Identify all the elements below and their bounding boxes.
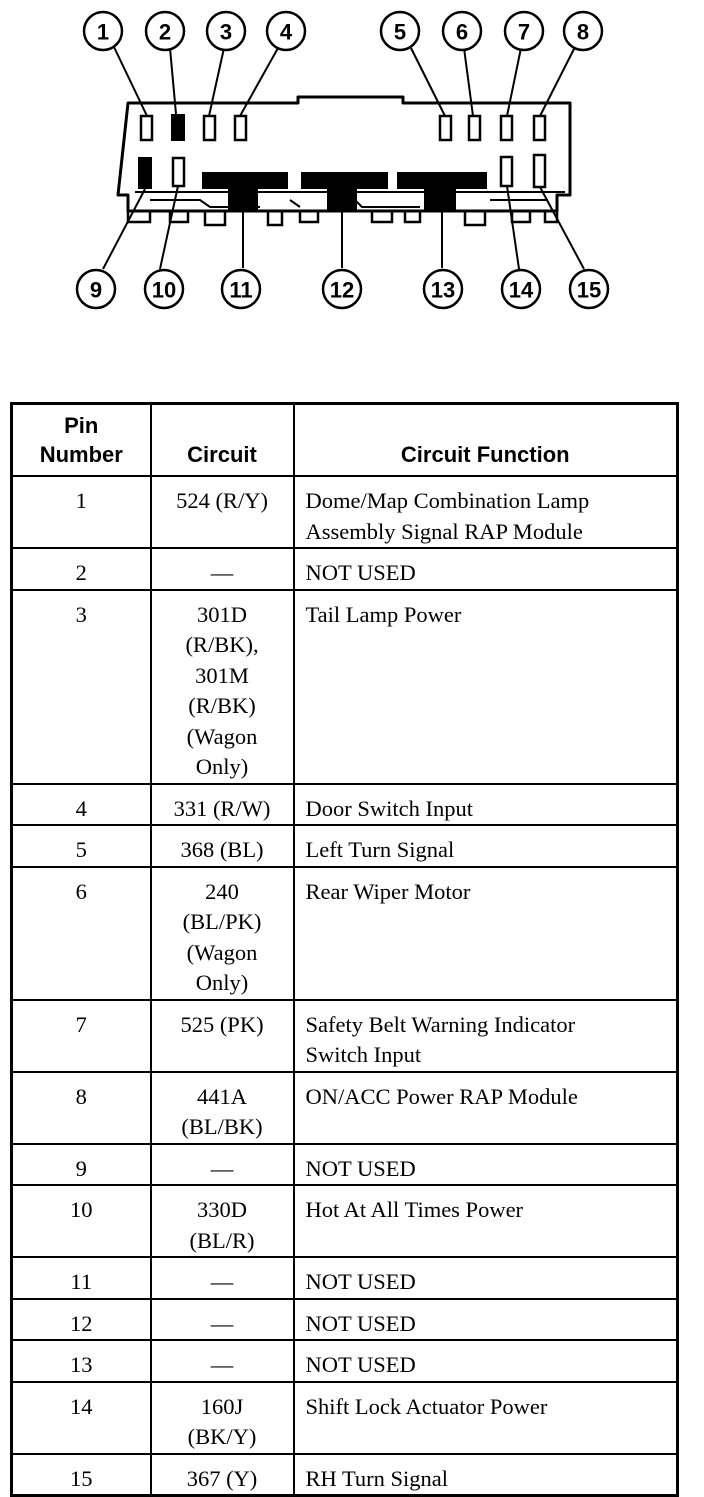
circuit-function-cell: NOT USED	[294, 548, 678, 590]
table-header-row	[12, 404, 678, 477]
table-row	[12, 1072, 678, 1144]
callout-14: 14	[508, 277, 534, 303]
circuit-function-cell: Dome/Map Combination Lamp Assembly Signal RAP Module	[294, 476, 678, 548]
circuit-cell: 331 (R/W)	[151, 784, 294, 826]
table-row	[12, 1454, 678, 1496]
callout-5: 5	[393, 19, 407, 45]
table-row	[12, 1382, 678, 1454]
circuit-function-cell: RH Turn Signal	[294, 1454, 678, 1496]
table-row	[12, 590, 678, 784]
callout-13: 13	[430, 277, 456, 303]
circuit-cell: 525 (PK)	[151, 1000, 294, 1072]
circuit-cell: 441A (BL/BK)	[151, 1072, 294, 1144]
pin-number-cell: 9	[12, 1144, 151, 1186]
pin-10-socket	[173, 158, 184, 186]
header-circuit: Circuit	[151, 404, 294, 477]
pin-number-cell: 11	[12, 1257, 151, 1299]
pin-7-socket	[501, 116, 512, 140]
pin-number-cell: 8	[12, 1072, 151, 1144]
table-row	[12, 1257, 678, 1299]
circuit-cell: —	[151, 1340, 294, 1382]
pin-14-socket	[501, 157, 512, 186]
pin-3-socket	[204, 116, 215, 140]
pin-number-cell: 6	[12, 867, 151, 1000]
table-row	[12, 1000, 678, 1072]
circuit-function-cell: Left Turn Signal	[294, 825, 678, 867]
circuit-function-cell: NOT USED	[294, 1340, 678, 1382]
callout-8: 8	[576, 19, 590, 45]
callout-7: 7	[517, 19, 531, 45]
circuit-cell: 524 (R/Y)	[151, 476, 294, 548]
pin-9-socket	[138, 157, 152, 189]
table-body	[12, 476, 678, 1496]
circuit-function-cell: Shift Lock Actuator Power	[294, 1382, 678, 1454]
circuit-function-cell: Safety Belt Warning Indicator Switch Input	[294, 1000, 678, 1072]
pin-5-socket	[440, 116, 451, 140]
pin-number-cell: 7	[12, 1000, 151, 1072]
table-row	[12, 825, 678, 867]
pin-number-cell: 5	[12, 825, 151, 867]
pin-1-socket	[141, 116, 152, 140]
pin-number-cell: 12	[12, 1299, 151, 1341]
pin-number-cell: 4	[12, 784, 151, 826]
connector-diagram	[0, 0, 704, 330]
table-row	[12, 867, 678, 1000]
pin-15-socket	[534, 155, 545, 187]
circuit-cell: 240 (BL/PK) (Wagon Only)	[151, 867, 294, 1000]
callout-9: 9	[89, 277, 103, 303]
table-row	[12, 548, 678, 590]
table-row	[12, 1299, 678, 1341]
pin-number-cell: 10	[12, 1185, 151, 1257]
pin-6-socket	[469, 116, 480, 140]
pin-function-table	[10, 402, 679, 1497]
header-circuit-function: Circuit Function	[294, 404, 678, 477]
callout-10: 10	[151, 277, 177, 303]
pin-number-cell: 2	[12, 548, 151, 590]
pin-2-socket	[171, 114, 185, 141]
pin-number-cell: 3	[12, 590, 151, 784]
circuit-function-cell: NOT USED	[294, 1144, 678, 1186]
circuit-cell: —	[151, 1299, 294, 1341]
circuit-function-cell: Door Switch Input	[294, 784, 678, 826]
circuit-cell: 301D (R/BK), 301M (R/BK) (Wagon Only)	[151, 590, 294, 784]
circuit-function-cell: NOT USED	[294, 1299, 678, 1341]
pin-number-cell: 14	[12, 1382, 151, 1454]
callout-3: 3	[219, 19, 233, 45]
table-row	[12, 476, 678, 548]
circuit-cell: 330D (BL/R)	[151, 1185, 294, 1257]
circuit-cell: 368 (BL)	[151, 825, 294, 867]
table-row	[12, 1144, 678, 1186]
circuit-cell: —	[151, 548, 294, 590]
bottom-callouts	[77, 270, 608, 308]
table-row	[12, 1185, 678, 1257]
circuit-cell: 160J (BK/Y)	[151, 1382, 294, 1454]
circuit-function-cell: ON/ACC Power RAP Module	[294, 1072, 678, 1144]
circuit-function-cell: Tail Lamp Power	[294, 590, 678, 784]
pin-4-socket	[235, 116, 246, 140]
top-callouts	[84, 12, 602, 50]
table-row	[12, 784, 678, 826]
circuit-function-cell: Hot At All Times Power	[294, 1185, 678, 1257]
circuit-function-cell: NOT USED	[294, 1257, 678, 1299]
callout-11: 11	[229, 277, 253, 303]
pin-number-cell: 13	[12, 1340, 151, 1382]
callout-2: 2	[158, 19, 172, 45]
callout-12: 12	[329, 277, 355, 303]
circuit-cell: 367 (Y)	[151, 1454, 294, 1496]
header-pin-number: Pin Number	[12, 404, 151, 477]
circuit-cell: —	[151, 1257, 294, 1299]
circuit-cell: —	[151, 1144, 294, 1186]
pin-number-cell: 1	[12, 476, 151, 548]
circuit-function-cell: Rear Wiper Motor	[294, 867, 678, 1000]
callout-1: 1	[96, 19, 110, 45]
pin-8-socket	[534, 116, 545, 140]
pin-number-cell: 15	[12, 1454, 151, 1496]
callout-6: 6	[455, 19, 469, 45]
table-row	[12, 1340, 678, 1382]
top-leader-lines	[114, 47, 575, 116]
callout-4: 4	[279, 19, 293, 45]
callout-15: 15	[576, 277, 602, 303]
